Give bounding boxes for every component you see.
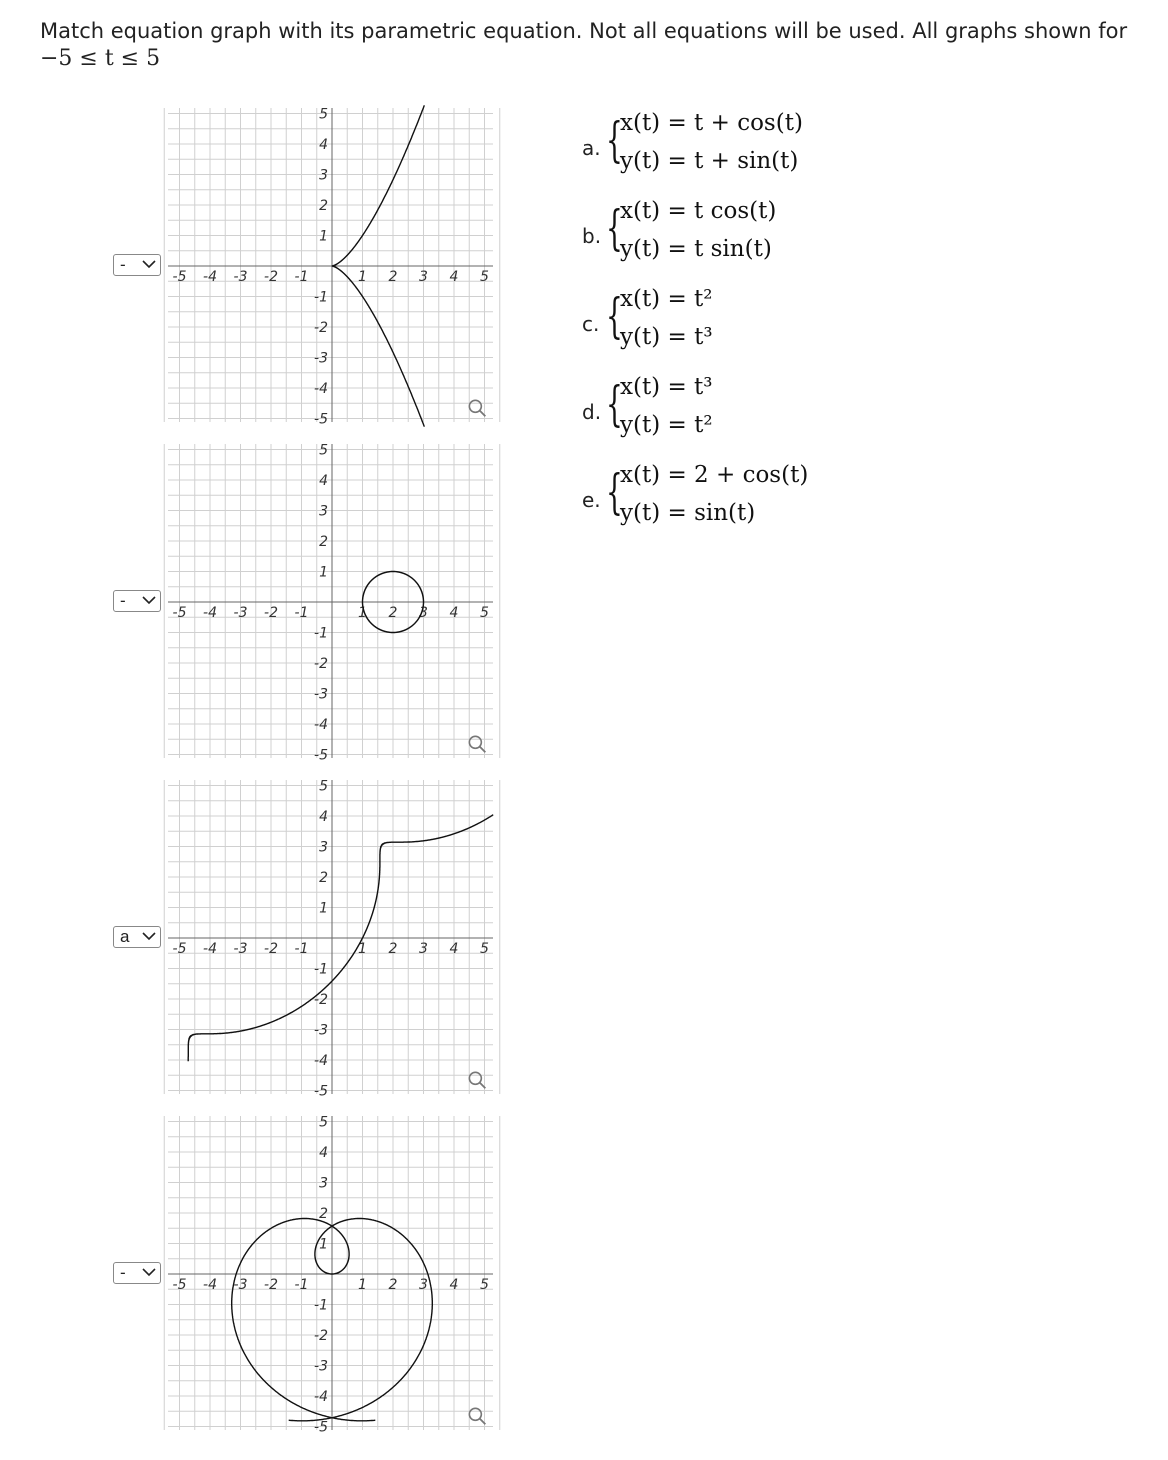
chevron-down-icon <box>142 1268 156 1277</box>
graph-svg <box>160 436 505 766</box>
equation-y: y(t) = sin(t) <box>620 500 756 526</box>
y-tick-label: 2 <box>319 870 328 886</box>
answer-select-3[interactable] <box>113 926 161 948</box>
y-tick-label: 1 <box>319 900 328 917</box>
equation-y: y(t) = t³ <box>620 324 713 350</box>
graph-1 <box>160 100 505 430</box>
x-tick-label: 3 <box>419 1277 428 1293</box>
x-tick-label: 2 <box>388 1277 398 1293</box>
y-tick-label: -4 <box>314 381 328 397</box>
y-tick-label: -2 <box>314 656 328 672</box>
equation-label: b. <box>582 224 602 248</box>
equation-c <box>582 284 862 364</box>
magnifier-icon[interactable] <box>469 736 485 752</box>
y-tick-label: -5 <box>314 1083 328 1100</box>
x-tick-label: -3 <box>233 269 248 285</box>
x-tick-label: 4 <box>449 269 459 285</box>
y-tick-label: 4 <box>319 473 328 489</box>
y-tick-label: -5 <box>314 411 328 428</box>
x-tick-label: -3 <box>233 605 248 621</box>
chevron-down-icon <box>142 596 156 605</box>
x-tick-label: -1 <box>294 269 309 285</box>
brace-glyph: { <box>606 200 623 256</box>
answer-select-1[interactable] <box>113 254 161 276</box>
x-tick-label: -5 <box>172 941 187 957</box>
y-tick-label: 5 <box>319 442 328 459</box>
x-tick-label: -3 <box>233 1277 248 1293</box>
x-tick-label: -5 <box>172 269 187 285</box>
x-tick-label: 3 <box>419 605 428 621</box>
y-tick-label: -3 <box>314 350 328 367</box>
graph-svg <box>160 1108 505 1438</box>
x-tick-label: 4 <box>449 605 459 621</box>
equation-label: d. <box>582 400 602 424</box>
magnifier-icon[interactable] <box>469 1072 485 1088</box>
magnifier-icon[interactable] <box>469 400 485 416</box>
graph-svg <box>160 100 505 430</box>
x-tick-label: 2 <box>388 605 398 621</box>
x-tick-label: 3 <box>419 269 428 285</box>
equation-y: y(t) = t + sin(t) <box>620 148 799 174</box>
y-tick-label: 5 <box>319 1114 328 1131</box>
equation-label: e. <box>582 488 601 512</box>
select-value: - <box>120 1263 126 1282</box>
equation-x: x(t) = t² <box>620 286 713 312</box>
x-tick-label: 1 <box>358 605 367 621</box>
x-tick-label: 5 <box>480 941 489 957</box>
equation-label: c. <box>582 312 600 336</box>
y-tick-label: 2 <box>319 534 328 550</box>
answer-select-4[interactable] <box>113 1262 161 1284</box>
brace-glyph: { <box>606 288 623 344</box>
y-tick-label: 3 <box>319 839 328 856</box>
x-tick-label: 2 <box>388 941 398 957</box>
x-tick-label: -1 <box>294 1277 309 1293</box>
equation-x: x(t) = t cos(t) <box>620 198 777 224</box>
x-tick-label: -2 <box>264 941 278 957</box>
y-tick-label: 4 <box>319 809 328 825</box>
graph-4 <box>160 1108 505 1438</box>
x-tick-label: 5 <box>480 605 489 621</box>
x-tick-label: -4 <box>203 269 217 285</box>
equation-label: a. <box>582 136 601 160</box>
x-tick-label: -4 <box>203 1277 217 1293</box>
x-tick-label: -4 <box>203 605 217 621</box>
brace-glyph: { <box>606 464 623 520</box>
y-tick-label: -5 <box>314 1419 328 1436</box>
equation-b <box>582 196 862 276</box>
select-value: - <box>120 591 126 610</box>
equation-x: x(t) = 2 + cos(t) <box>620 462 809 488</box>
x-tick-label: 1 <box>358 269 367 285</box>
x-tick-label: 4 <box>449 941 459 957</box>
graph-svg <box>160 772 505 1102</box>
equation-y: y(t) = t² <box>620 412 713 438</box>
y-tick-label: 3 <box>319 1175 328 1192</box>
x-tick-label: -5 <box>172 1277 187 1293</box>
answer-select-2[interactable] <box>113 590 161 612</box>
y-tick-label: -1 <box>314 961 328 978</box>
y-tick-label: -4 <box>314 1389 328 1405</box>
x-tick-label: -2 <box>264 269 278 285</box>
equation-d <box>582 372 862 452</box>
magnifier-icon[interactable] <box>469 1408 485 1424</box>
y-tick-label: 3 <box>319 167 328 184</box>
y-tick-label: -2 <box>314 1328 328 1344</box>
x-tick-label: -2 <box>264 1277 278 1293</box>
question-prompt <box>40 18 1140 72</box>
select-value: - <box>120 255 126 274</box>
graph-2 <box>160 436 505 766</box>
y-tick-label: 2 <box>319 1206 328 1222</box>
x-tick-label: -1 <box>294 941 309 957</box>
y-tick-label: -3 <box>314 1022 328 1039</box>
equation-a <box>582 108 862 188</box>
y-tick-label: -3 <box>314 1358 328 1375</box>
y-tick-label: 5 <box>319 778 328 795</box>
y-tick-label: -5 <box>314 747 328 764</box>
equation-x: x(t) = t³ <box>620 374 713 400</box>
select-value: a <box>120 927 130 946</box>
x-tick-label: 4 <box>449 1277 459 1293</box>
y-tick-label: 5 <box>319 106 328 123</box>
y-tick-label: -1 <box>314 625 328 642</box>
prompt-text: Match equation graph with its parametric equation. Not all equations will be used. All graphs shown for <box>40 19 1128 43</box>
x-tick-label: 2 <box>388 269 398 285</box>
y-tick-label: 2 <box>319 198 328 214</box>
prompt-range: −5 ≤ t ≤ 5 <box>40 46 161 71</box>
x-tick-label: 1 <box>358 1277 367 1293</box>
x-tick-label: 5 <box>480 1277 489 1293</box>
chevron-down-icon <box>142 260 156 269</box>
y-tick-label: 1 <box>319 564 328 581</box>
chevron-down-icon <box>142 932 156 941</box>
y-tick-label: -1 <box>314 1297 328 1314</box>
x-tick-label: -3 <box>233 941 248 957</box>
y-tick-label: -4 <box>314 717 328 733</box>
y-tick-label: 4 <box>319 1145 328 1161</box>
y-tick-label: 1 <box>319 1236 328 1253</box>
y-tick-label: 3 <box>319 503 328 520</box>
brace-glyph: { <box>606 112 623 168</box>
brace-glyph: { <box>606 376 623 432</box>
equation-e <box>582 460 862 540</box>
x-tick-label: 3 <box>419 941 428 957</box>
y-tick-label: -2 <box>314 992 328 1008</box>
x-tick-label: -4 <box>203 941 217 957</box>
y-tick-label: 4 <box>319 137 328 153</box>
y-tick-label: -2 <box>314 320 328 336</box>
x-tick-label: -2 <box>264 605 278 621</box>
x-tick-label: 1 <box>358 941 367 957</box>
y-tick-label: -4 <box>314 1053 328 1069</box>
equation-x: x(t) = t + cos(t) <box>620 110 803 136</box>
y-tick-label: -1 <box>314 289 328 306</box>
x-tick-label: -5 <box>172 605 187 621</box>
equation-y: y(t) = t sin(t) <box>620 236 772 262</box>
y-tick-label: -3 <box>314 686 328 703</box>
x-tick-label: 5 <box>480 269 489 285</box>
x-tick-label: -1 <box>294 605 309 621</box>
graph-3 <box>160 772 505 1102</box>
y-tick-label: 1 <box>319 228 328 245</box>
